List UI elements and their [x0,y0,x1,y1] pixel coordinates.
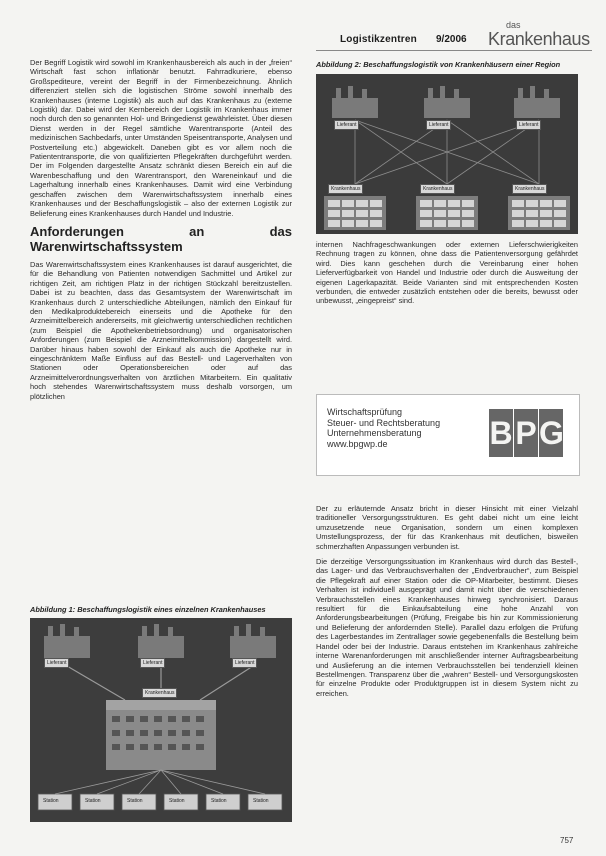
ad-line: Steuer- und Rechtsberatung [327,417,441,428]
body-paragraph: internen Nachfrageschwankungen oder externen Lieferschwierigkeiten Rechnung tragen zu können, ohne dass die Patientenversorgung gefährdet wird. Dies kann geschehen durch die Vereinbarung einer hohen Lieferverfügbarkeit von Handel und Industrie oder durch die Ausweitung der eigenen Lagerkapazität. Beide Varianten sind mit entsprechenden Kosten verbunden, die entweder zusätzlich entstehen oder die bereits, bewusst oder unbewusst, „eingepreist“ sind. [316,240,578,306]
ad-line: Wirtschaftsprüfung [327,407,403,417]
figure1-graphic [30,618,292,822]
right-column-bottom [316,504,578,704]
figure2-hospital-label: Krankenhaus [328,184,363,194]
figure1-station-label: Station [127,798,143,804]
figure1-caption: Abbildung 1: Beschaffungslogistik eines einzelnen Krankenhauses [30,605,266,614]
journal-logo: Krankenhaus [488,29,590,49]
page-header [316,14,596,54]
figure2-supplier-label: Lieferant [426,120,451,130]
figure1-label: Krankenhaus [142,688,177,698]
ad-line: Unternehmensberatung [327,428,422,438]
journal-logo-small: das [506,20,521,30]
ad-text [327,407,440,449]
figure1-station-label: Station [211,798,227,804]
body-paragraph: Das Warenwirtschaftssystem eines Krankenhauses ist darauf ausgerichtet, die für die Behandlung von Patienten notwendigen Sachmittel und Artikel zur richtigen Zeit, am richtigen Platz in der richtigen Stückzahl bereitzustellen. Dabei ist zu beachten, dass das Gesamtsystem der Warenwirtschaft im Krankenhaus durch 2 unterschiedliche Abteilungen, nämlich den Einkauf für den Medikalproduktebereich einerseits und die Apotheke für den Arzneimittelbereich andererseits, mit gleichwertig unterschiedlichen rechtlichen (zum Beispiel die Apothekenbetriebsordnung) und organisatorischen Anforderungen (zum Beispiel die Arzneimittelkommission) dargestellt wird. Darüber hinaus haben sowohl der Einkauf als auch die Apotheke nur in eingeschränktem Maße Einfluss auf das Bestell- und Lagerverhalten von Stationen oder Operationsbereichen oder auf das Arzneimittelverordnungsverhalten von ärztlichen Mitarbeitern. Ein qualitativ hoch stehendes Warenwirtschaftssystem muss deshalb vorsorgen, um plötzlichen [30,259,292,401]
logo-letter: P [514,409,538,457]
ad-url: www.bpgwp.de [327,438,388,449]
figure2-supplier-label: Lieferant [334,120,359,130]
hospital-building-icon [106,700,216,770]
right-column-top [316,240,578,312]
figure1-label: Lieferant [44,658,69,668]
logo-letter: B [489,409,513,457]
figure1-station-label: Station [169,798,185,804]
figure2-caption: Abbildung 2: Beschaffungslogistik von Krankenhäusern einer Region [316,60,561,69]
section-heading: Anforderungen an das Warenwirtschaftssystem [30,223,292,254]
figure2-illustration [316,74,578,234]
body-paragraph: Der zu erläuternde Ansatz bricht in dieser Hinsicht mit einer Vielzahl traditioneller Versorgungsstrukturen. Es geht dabei nicht um eine leicht umzusetzende neue Organisation, sondern um einen komplexen Umstellungsprozess, der für das Krankenhaus mit deutlichen, bisweilen schmerzhaften Anpassungen verbunden ist. [316,504,578,551]
figure1-station-label: Station [43,798,59,804]
left-column [30,58,292,407]
advertisement [316,394,580,476]
figure2-graphic [316,74,578,234]
header-rule [316,50,592,51]
intro-paragraph: Der Begriff Logistik wird sowohl im Krankenhausbereich als auch in der „freien“ Wirtschaft fast schon inflationär benutzt. Fahrradkuriere, ebenso Großspediteure, vereint der Begriff in der Firmenbezeichnung. Ähnlich differenziert stellen sich die logistischen Ströme sowohl innerhalb des Krankenhauses (interne Logistik) als auch auf das Krankenhaus zu (externe Logistik) dar. Dabei wird der Kernbereich der Logistik im Krankenhaus immer noch durch den so genannten Hol- und Bringedienst gewährleistet. Über diesen Dienst werden in der Regel sämtliche Warentransporte (Anteil des medizinischen Sachbedarfs, unter Umständen Speisentransporte, Analysen und Postverteilung etc.) abgewickelt. Daneben gibt es vor allem noch die Patiententransporte, die von qualifizierten Pflegekräften durchgeführt werden. Der im Folgenden dargestellte Ansatz schränkt diesen Bereich ein auf die Warenbeschaffung und den Warentransport, den Wareneinkauf und die Lagerhaltung innerhalb eines Krankenhauses. Damit wird eine Verbindung geschaffen zwischen dem Warenwirtschaftssystem innerhalb eines Krankenhauses und der Beschaffungslogistik – also der externen Logistik zur Belieferung eines Krankenhauses durch Handel und Industrie. [30,58,292,218]
page-number: 757 [560,836,574,845]
body-paragraph: Die derzeitige Versorgungssituation im Krankenhaus wird durch das Bestell-, das Lager- und das Verbrauchsverhalten der „Endverbraucher“, zum Beispiel die Pflegekraft auf einer Station oder die OP-Mitarbeiter, bestimmt. Dieses Verhalten ist individuell ausgeprägt und damit nicht über die verschiedenen Verbrauchsstellen eines Krankenhauses hinweg synchronisiert. Daraus resultiert für die Einkaufsabteilung eine hohe Anzahl von Anforderungsbearbeitungen (Prüfung, Freigabe bis hin zur Kommissionierung und Belieferung der anfordernden Stelle). Parallel dazu erfolgen die Prüfung des Lagerbestandes im Zentrallager sowie gegebenenfalls die Bestellung beim Handel oder bei der Industrie. Daraus entstehen im Krankenhaus zahlreiche interne Warenanforderungen mit anschließender interner Auftragsbearbeitung und Auslieferung an die internen Verbrauchsstellen bei tendenziell kleinen Bestellmengen. Transparenz über die „wahren“ Bestell- und Versorgungskosten für einzelne Produkte oder Produktgruppen ist in diesem System nicht zu erreichen. [316,557,578,698]
figure2-supplier-label: Lieferant [516,120,541,130]
bpg-logo [489,409,567,461]
figure1-label: Lieferant [232,658,257,668]
figure2-hospital-label: Krankenhaus [420,184,455,194]
figure1-illustration [30,618,292,822]
figure1-station-label: Station [253,798,269,804]
figure1-station-label: Station [85,798,101,804]
figure1-label: Lieferant [140,658,165,668]
section-title: Logistikzentren [340,34,417,45]
issue-number: 9/2006 [436,34,467,45]
figure2-hospital-label: Krankenhaus [512,184,547,194]
logo-letter: G [539,409,563,457]
